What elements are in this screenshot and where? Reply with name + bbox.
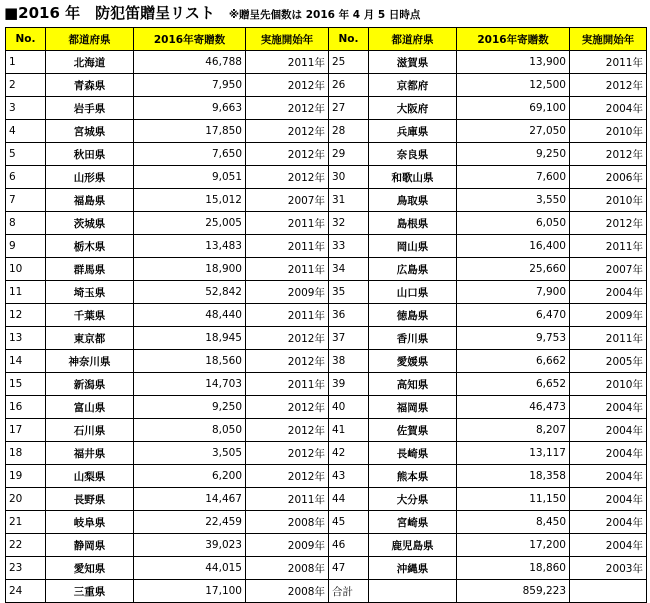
table-row: [6, 396, 647, 419]
cell-prefecture: 高知県: [369, 373, 457, 396]
cell-start-year: 2011年: [246, 51, 329, 74]
cell-no: 14: [6, 350, 46, 373]
header-row: [6, 28, 647, 51]
cell-prefecture: 宮崎県: [369, 511, 457, 534]
cell-start-year: 2012年: [246, 143, 329, 166]
cell-prefecture: 秋田県: [46, 143, 134, 166]
cell-donation-count: 22,459: [134, 511, 246, 534]
cell-donation-count: 27,050: [457, 120, 570, 143]
cell-start-year: 2012年: [246, 74, 329, 97]
cell-donation-count: 6,662: [457, 350, 570, 373]
cell-prefecture: 山梨県: [46, 465, 134, 488]
table-row: [6, 557, 647, 580]
table-row: [6, 511, 647, 534]
cell-donation-count: 15,012: [134, 189, 246, 212]
cell-prefecture: 岐阜県: [46, 511, 134, 534]
cell-no: 31: [329, 189, 369, 212]
cell-prefecture: 沖縄県: [369, 557, 457, 580]
cell-start-year: 2004年: [570, 511, 647, 534]
cell-start-year: 2012年: [570, 212, 647, 235]
date-note: ※贈呈先個数は 2016 年 4 月 5 日時点: [228, 9, 421, 21]
cell-start-year: 2012年: [246, 166, 329, 189]
table-row: [6, 442, 647, 465]
cell-start-year: 2011年: [246, 373, 329, 396]
cell-prefecture: 佐賀県: [369, 419, 457, 442]
cell-no: 43: [329, 465, 369, 488]
cell-prefecture: 千葉県: [46, 304, 134, 327]
cell-prefecture: 長野県: [46, 488, 134, 511]
cell-no: 30: [329, 166, 369, 189]
cell-start-year: 2012年: [570, 143, 647, 166]
cell-donation-count: 7,600: [457, 166, 570, 189]
cell-no: 46: [329, 534, 369, 557]
cell-prefecture: [369, 580, 457, 603]
cell-prefecture: 群馬県: [46, 258, 134, 281]
cell-no: 25: [329, 51, 369, 74]
cell-prefecture: 山形県: [46, 166, 134, 189]
cell-start-year: 2010年: [570, 120, 647, 143]
cell-no: 35: [329, 281, 369, 304]
cell-prefecture: 三重県: [46, 580, 134, 603]
cell-donation-count: 48,440: [134, 304, 246, 327]
cell-prefecture: 福井県: [46, 442, 134, 465]
cell-donation-count: 18,860: [457, 557, 570, 580]
cell-prefecture: 宮城県: [46, 120, 134, 143]
table-row: [6, 419, 647, 442]
cell-start-year: 2007年: [570, 258, 647, 281]
cell-start-year: 2004年: [570, 419, 647, 442]
cell-donation-count: 6,200: [134, 465, 246, 488]
cell-no: 36: [329, 304, 369, 327]
table-row: [6, 120, 647, 143]
cell-no: 18: [6, 442, 46, 465]
cell-donation-count: 12,500: [457, 74, 570, 97]
header-donation-count: 2016年寄贈数: [457, 28, 570, 51]
cell-start-year: 2012年: [246, 442, 329, 465]
table-row: [6, 350, 647, 373]
cell-no: 28: [329, 120, 369, 143]
cell-donation-count: 17,850: [134, 120, 246, 143]
cell-prefecture: 鹿児島県: [369, 534, 457, 557]
cell-donation-count: 44,015: [134, 557, 246, 580]
cell-no: 2: [6, 74, 46, 97]
table-row: [6, 97, 647, 120]
cell-no: 34: [329, 258, 369, 281]
table-row: [6, 51, 647, 74]
cell-no: 22: [6, 534, 46, 557]
cell-prefecture: 長崎県: [369, 442, 457, 465]
cell-prefecture: 島根県: [369, 212, 457, 235]
cell-no: 8: [6, 212, 46, 235]
cell-prefecture: 山口県: [369, 281, 457, 304]
cell-donation-count: 25,660: [457, 258, 570, 281]
cell-donation-count: 11,150: [457, 488, 570, 511]
cell-start-year: 2012年: [246, 327, 329, 350]
cell-prefecture: 岡山県: [369, 235, 457, 258]
cell-start-year: 2011年: [570, 327, 647, 350]
cell-no: 1: [6, 51, 46, 74]
cell-donation-count: 9,250: [457, 143, 570, 166]
cell-no: 9: [6, 235, 46, 258]
cell-start-year: 2007年: [246, 189, 329, 212]
cell-start-year: 2011年: [246, 258, 329, 281]
cell-start-year: 2004年: [570, 488, 647, 511]
cell-prefecture: 兵庫県: [369, 120, 457, 143]
cell-donation-count: 13,900: [457, 51, 570, 74]
cell-donation-count: 18,900: [134, 258, 246, 281]
table-row: [6, 74, 647, 97]
cell-start-year: 2006年: [570, 166, 647, 189]
table-row: [6, 304, 647, 327]
cell-prefecture: 大阪府: [369, 97, 457, 120]
cell-start-year: 2011年: [246, 304, 329, 327]
cell-donation-count: 14,467: [134, 488, 246, 511]
cell-donation-count: 7,950: [134, 74, 246, 97]
cell-donation-count: 3,550: [457, 189, 570, 212]
table-row: [6, 488, 647, 511]
cell-prefecture: 香川県: [369, 327, 457, 350]
cell-start-year: 2008年: [246, 580, 329, 603]
header-no: No.: [329, 28, 369, 51]
cell-prefecture: 茨城県: [46, 212, 134, 235]
cell-no: 41: [329, 419, 369, 442]
cell-no: 44: [329, 488, 369, 511]
cell-prefecture: 青森県: [46, 74, 134, 97]
table-row: [6, 258, 647, 281]
cell-no: 7: [6, 189, 46, 212]
cell-prefecture: 福島県: [46, 189, 134, 212]
cell-start-year: 2011年: [246, 235, 329, 258]
cell-prefecture: 広島県: [369, 258, 457, 281]
cell-no: 4: [6, 120, 46, 143]
cell-start-year: 2009年: [570, 304, 647, 327]
cell-prefecture: 奈良県: [369, 143, 457, 166]
cell-donation-count: 9,753: [457, 327, 570, 350]
header-start-year: 実施開始年: [246, 28, 329, 51]
cell-start-year: 2004年: [570, 97, 647, 120]
header-no: No.: [6, 28, 46, 51]
cell-no: 26: [329, 74, 369, 97]
cell-start-year: 2010年: [570, 189, 647, 212]
cell-prefecture: 静岡県: [46, 534, 134, 557]
donation-table: [5, 27, 647, 603]
cell-donation-count: 52,842: [134, 281, 246, 304]
cell-donation-count: 14,703: [134, 373, 246, 396]
cell-start-year: 2004年: [570, 396, 647, 419]
cell-no: 10: [6, 258, 46, 281]
cell-no: 32: [329, 212, 369, 235]
cell-no: 21: [6, 511, 46, 534]
cell-no: 42: [329, 442, 369, 465]
cell-donation-count: 16,400: [457, 235, 570, 258]
cell-donation-count: 3,505: [134, 442, 246, 465]
cell-donation-count: 17,200: [457, 534, 570, 557]
cell-donation-count: 9,663: [134, 97, 246, 120]
cell-prefecture: 熊本県: [369, 465, 457, 488]
cell-start-year: 2004年: [570, 465, 647, 488]
cell-no: 47: [329, 557, 369, 580]
cell-donation-count: 9,250: [134, 396, 246, 419]
cell-donation-count: 6,470: [457, 304, 570, 327]
cell-no: 39: [329, 373, 369, 396]
cell-start-year: 2004年: [570, 281, 647, 304]
table-row: [6, 373, 647, 396]
cell-prefecture: 大分県: [369, 488, 457, 511]
cell-no: 12: [6, 304, 46, 327]
cell-prefecture: 愛媛県: [369, 350, 457, 373]
cell-donation-count: 6,652: [457, 373, 570, 396]
cell-no: 19: [6, 465, 46, 488]
cell-donation-count: 13,483: [134, 235, 246, 258]
title-row: [4, 2, 420, 26]
table-row: [6, 212, 647, 235]
cell-start-year: 2004年: [570, 534, 647, 557]
cell-start-year: 2010年: [570, 373, 647, 396]
cell-start-year: 2008年: [246, 557, 329, 580]
cell-prefecture: 滋賀県: [369, 51, 457, 74]
cell-no: 38: [329, 350, 369, 373]
table-row: [6, 281, 647, 304]
cell-start-year: 2008年: [246, 511, 329, 534]
table-body: [6, 51, 647, 603]
cell-no: 29: [329, 143, 369, 166]
cell-no: 33: [329, 235, 369, 258]
cell-donation-count: 8,050: [134, 419, 246, 442]
cell-start-year: 2011年: [570, 51, 647, 74]
cell-start-year: [570, 580, 647, 603]
cell-no: 24: [6, 580, 46, 603]
cell-no: 15: [6, 373, 46, 396]
table-row: [6, 143, 647, 166]
cell-donation-count: 13,117: [457, 442, 570, 465]
cell-start-year: 2011年: [246, 212, 329, 235]
cell-prefecture: 埼玉県: [46, 281, 134, 304]
cell-prefecture: 岩手県: [46, 97, 134, 120]
cell-start-year: 2011年: [246, 488, 329, 511]
cell-donation-count: 7,900: [457, 281, 570, 304]
cell-no: 3: [6, 97, 46, 120]
table-row: [6, 235, 647, 258]
cell-no: 20: [6, 488, 46, 511]
table-row: [6, 534, 647, 557]
cell-no: 16: [6, 396, 46, 419]
cell-prefecture: 和歌山県: [369, 166, 457, 189]
table-row: [6, 189, 647, 212]
table-row: [6, 465, 647, 488]
page-title: ■2016 年 防犯笛贈呈リスト: [4, 4, 215, 22]
cell-donation-count: 46,473: [457, 396, 570, 419]
cell-start-year: 2009年: [246, 281, 329, 304]
cell-no: 37: [329, 327, 369, 350]
cell-prefecture: 神奈川県: [46, 350, 134, 373]
cell-prefecture: 東京都: [46, 327, 134, 350]
cell-start-year: 2005年: [570, 350, 647, 373]
cell-donation-count: 9,051: [134, 166, 246, 189]
cell-donation-count: 18,560: [134, 350, 246, 373]
cell-donation-count: 8,207: [457, 419, 570, 442]
cell-start-year: 2012年: [246, 120, 329, 143]
cell-donation-count: 17,100: [134, 580, 246, 603]
cell-no: 23: [6, 557, 46, 580]
cell-donation-count: 7,650: [134, 143, 246, 166]
cell-no: 11: [6, 281, 46, 304]
cell-start-year: 2012年: [246, 465, 329, 488]
cell-prefecture: 京都府: [369, 74, 457, 97]
table-row: [6, 166, 647, 189]
cell-prefecture: 福岡県: [369, 396, 457, 419]
cell-prefecture: 徳島県: [369, 304, 457, 327]
cell-start-year: 2011年: [570, 235, 647, 258]
cell-start-year: 2003年: [570, 557, 647, 580]
cell-start-year: 2009年: [246, 534, 329, 557]
cell-start-year: 2012年: [246, 350, 329, 373]
cell-prefecture: 富山県: [46, 396, 134, 419]
cell-donation-count: 46,788: [134, 51, 246, 74]
table-row: [6, 327, 647, 350]
header-donation-count: 2016年寄贈数: [134, 28, 246, 51]
cell-donation-count: 18,945: [134, 327, 246, 350]
cell-no: 6: [6, 166, 46, 189]
cell-no: 13: [6, 327, 46, 350]
cell-start-year: 2012年: [570, 74, 647, 97]
cell-no: 17: [6, 419, 46, 442]
cell-prefecture: 栃木県: [46, 235, 134, 258]
table-row: [6, 580, 647, 603]
cell-prefecture: 鳥取県: [369, 189, 457, 212]
cell-start-year: 2012年: [246, 396, 329, 419]
cell-prefecture: 愛知県: [46, 557, 134, 580]
header-start-year: 実施開始年: [570, 28, 647, 51]
cell-donation-count: 25,005: [134, 212, 246, 235]
cell-start-year: 2004年: [570, 442, 647, 465]
header-prefecture: 都道府県: [46, 28, 134, 51]
cell-start-year: 2012年: [246, 419, 329, 442]
cell-prefecture: 北海道: [46, 51, 134, 74]
cell-no: 27: [329, 97, 369, 120]
cell-donation-count: 859,223: [457, 580, 570, 603]
cell-no: 5: [6, 143, 46, 166]
cell-prefecture: 新潟県: [46, 373, 134, 396]
cell-donation-count: 6,050: [457, 212, 570, 235]
header-prefecture: 都道府県: [369, 28, 457, 51]
cell-no: 40: [329, 396, 369, 419]
cell-no: 45: [329, 511, 369, 534]
cell-no: 合計: [329, 580, 369, 603]
cell-prefecture: 石川県: [46, 419, 134, 442]
cell-donation-count: 18,358: [457, 465, 570, 488]
cell-donation-count: 39,023: [134, 534, 246, 557]
cell-donation-count: 8,450: [457, 511, 570, 534]
cell-donation-count: 69,100: [457, 97, 570, 120]
cell-start-year: 2012年: [246, 97, 329, 120]
